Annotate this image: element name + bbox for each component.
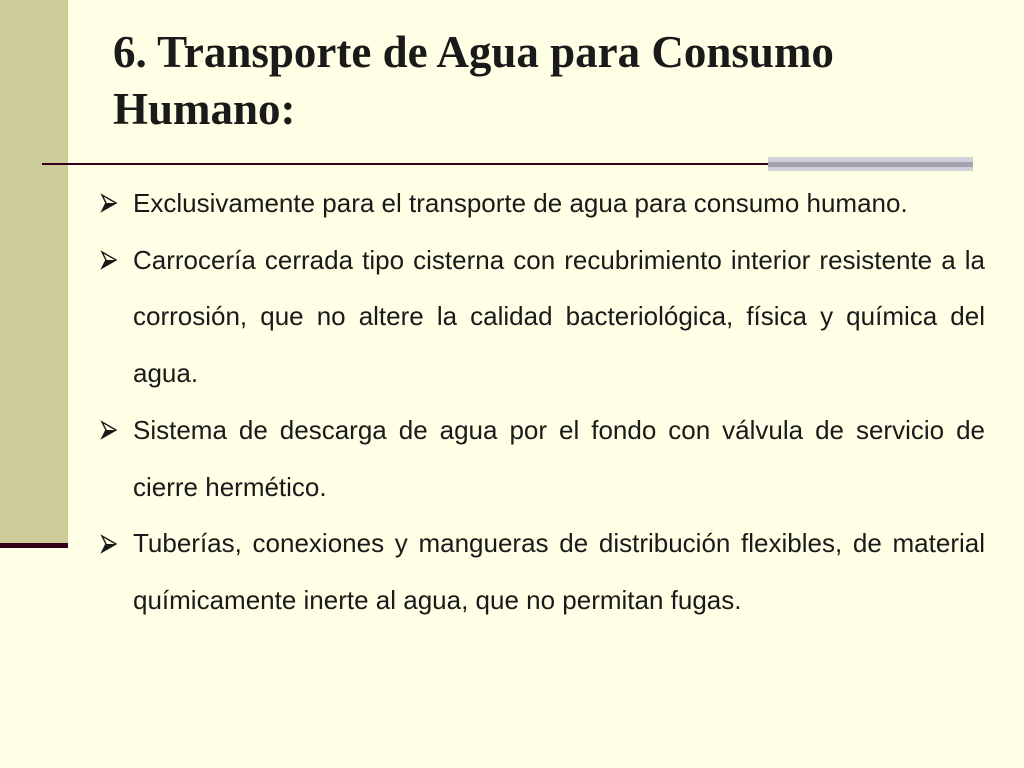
bullet-text: Exclusivamente para el transporte de agua para consumo humano. [133, 188, 908, 218]
bullet-text: Tuberías, conexiones y mangueras de distribución flexibles, de material químicamente inerte al agua, que no permitan fugas. [133, 528, 985, 615]
bullet-text: Sistema de descarga de agua por el fondo con válvula de servicio de cierre hermético. [133, 414, 985, 502]
bullet-item [95, 232, 985, 402]
slide-title: 6. Transporte de Agua para Consumo Humano: [113, 27, 834, 134]
arrowhead-bullet-icon [99, 232, 123, 289]
bullet-list [95, 175, 985, 629]
arrowhead-bullet-icon [99, 515, 123, 572]
side-band-rule [0, 543, 68, 548]
side-band [0, 0, 68, 545]
bullet-text: Carrocería cerrada tipo cisterna con recubrimiento interior resistente a la corrosión, que no altere la calidad bacteriológica, física y química del agua. [133, 244, 985, 389]
bullet-item [95, 402, 985, 515]
arrowhead-bullet-icon [99, 175, 123, 232]
arrowhead-bullet-icon [99, 402, 123, 459]
accent-bar-3 [768, 167, 973, 171]
bullet-item [95, 175, 985, 232]
bullet-item [95, 515, 985, 628]
